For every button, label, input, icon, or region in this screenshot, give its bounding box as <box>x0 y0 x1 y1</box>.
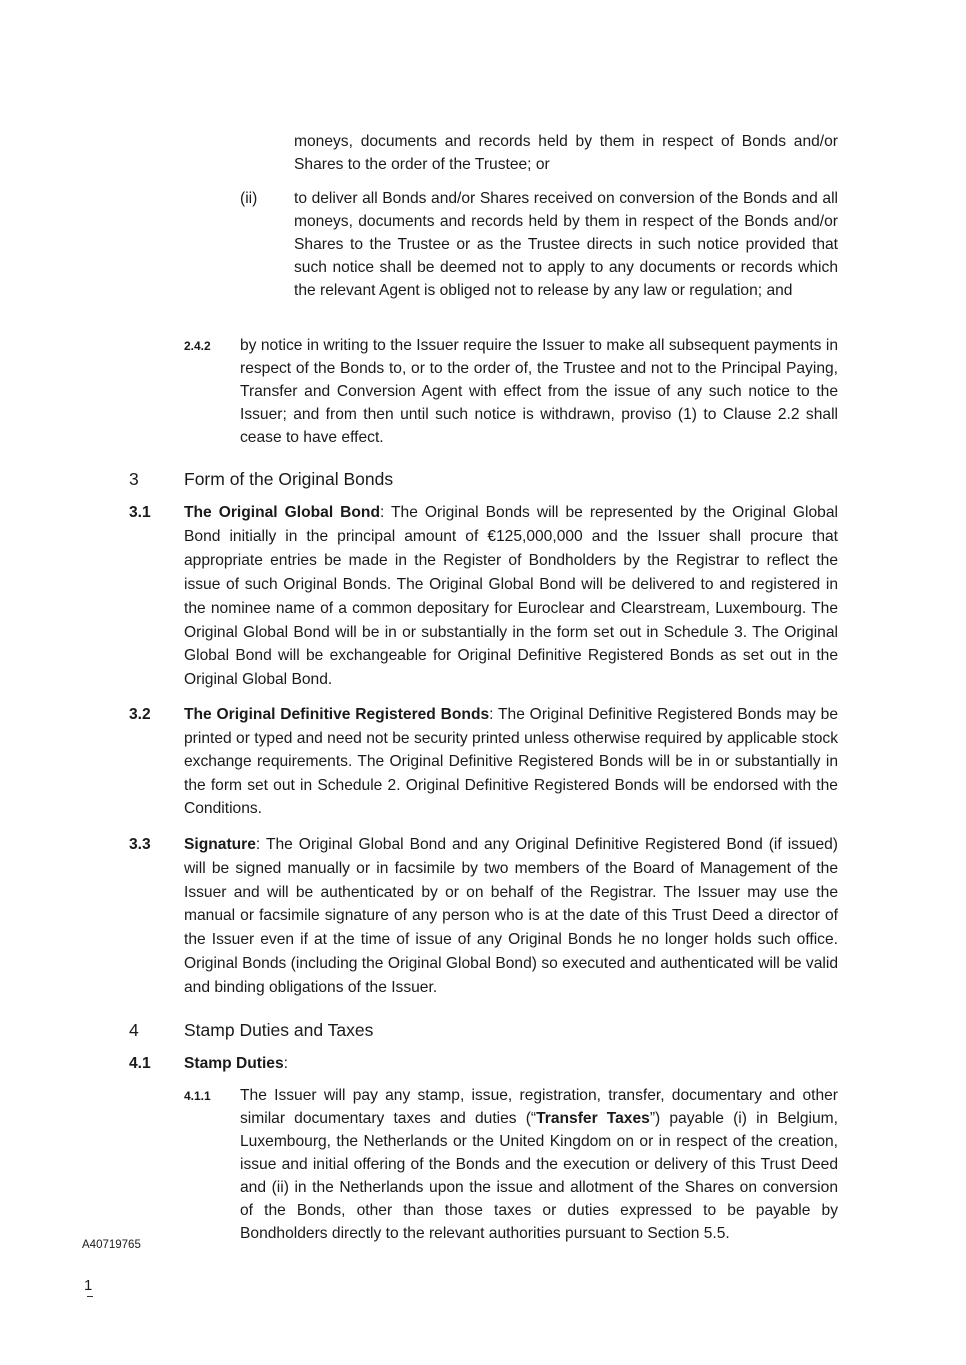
clause-3-1-text <box>184 501 838 692</box>
clause-3-1-heading: The Original Global Bond <box>184 504 380 521</box>
section-4-title: Stamp Duties and Taxes <box>184 1020 374 1040</box>
clause-3-2-text <box>184 703 838 821</box>
page-number: 1 <box>84 1277 93 1294</box>
document-reference: A40719765 <box>82 1239 141 1251</box>
clause-2-4-2-text: by notice in writing to the Issuer require the Issuer to make all subsequent payments in respect of the Bonds to, or to the order of, the Trustee and not to the Principal Paying, Transfer and Conversion Agent with effect from the issue of any such notice to the Issuer; and from then until such notice is withdrawn, proviso (1) to Clause 2.2 shall cease to have effect. <box>240 337 838 446</box>
clause-4-1-1-number: 4.1.1 <box>184 1089 211 1103</box>
section-3-title: Form of the Original Bonds <box>184 469 394 489</box>
item-ii-number: (ii) <box>240 190 258 207</box>
clause-4-1-text <box>184 1052 484 1075</box>
section-4-number: 4 <box>129 1020 139 1040</box>
section-3-number: 3 <box>129 469 139 489</box>
clause-3-3-text <box>184 833 838 1000</box>
clause-3-1-number: 3.1 <box>129 504 151 521</box>
page-number-underline <box>87 1296 93 1297</box>
item-ii-text: to deliver all Bonds and/or Shares received on conversion of the Bonds and all moneys, documents and records held by them in respect of the Bonds and/or Shares to the Trustee or as the Trustee directs in such notice provided that such notice shall be deemed not to apply to any documents or records which the relevant Agent is obliged not to release by any law or regulation; and <box>294 190 838 299</box>
clause-4-1-1-body-b: ”) payable (i) in Belgium, Luxembourg, the Netherlands or the United Kingdom on or in respect of the creation, issue and initial offering of the Bonds and the execution or delivery of this Trust Deed and (ii) in the Netherlands upon the issue and allotment of the Shares on conversion of the Bonds, other than those taxes or duties expressed to be payable by Bondholders directly to the relevant authorities pursuant to Section 5.5. <box>240 1110 839 1242</box>
clause-3-3-number: 3.3 <box>129 836 151 853</box>
continuation-text: moneys, documents and records held by them in respect of Bonds and/or Shares to the order of the Trustee; or <box>294 133 838 173</box>
clause-4-1-heading: Stamp Duties <box>184 1055 284 1072</box>
clause-3-2-body: : The Original Definitive Registered Bonds may be printed or typed and need not be security printed unless otherwise required by applicable stock exchange requirements. The Original Definitive Registered Bonds will be in or substantially in the form set out in Schedule 2. Original Definitive Registered Bonds will be endorsed with the Conditions. <box>184 706 839 818</box>
clause-3-1-body: : The Original Bonds will be represented by the Original Global Bond initially in the principal amount of €125,000,000 and the Issuer shall procure that appropriate entries be made in the Register of Bondholders by the Registrar to reflect the issue of such Original Bonds. The Original Global Bond will be delivered to and registered in the nominee name of a common depositary for Euroclear and Clearstream, Luxembourg. The Original Global Bond will be in or substantially in the form set out in Schedule 3. The Original Global Bond will be exchangeable for Original Definitive Registered Bonds as set out in the Original Global Bond. <box>184 504 838 689</box>
clause-4-1-number: 4.1 <box>129 1055 151 1072</box>
clause-3-3-body: : The Original Global Bond and any Original Definitive Registered Bond (if issued) will be signed manually or in facsimile by two members of the Board of Management of the Issuer and will be authenticated by or on behalf of the Registrar. The Issuer may use the manual or facsimile signature of any person who is at the date of this Trust Deed a director of the Issuer even if at the time of issue of any Original Bonds he no longer holds such office. Original Bonds (including the Original Global Bond) so executed and authenticated will be valid and binding obligations of the Issuer. <box>184 836 838 996</box>
clause-4-1-1-body-a: The Issuer will pay any stamp, issue, registration, transfer, documentary and other similar documentary taxes and duties (“ <box>240 1087 838 1127</box>
clause-3-2-number: 3.2 <box>129 706 151 723</box>
transfer-taxes-term: Transfer Taxes <box>536 1110 650 1127</box>
clause-2-4-2-number: 2.4.2 <box>184 339 211 353</box>
clause-4-1-1-text <box>240 1084 838 1245</box>
clause-3-2-heading: The Original Definitive Registered Bonds <box>184 706 490 723</box>
clause-3-3-heading: Signature <box>184 836 256 853</box>
clause-4-1-body: : <box>283 1055 288 1072</box>
